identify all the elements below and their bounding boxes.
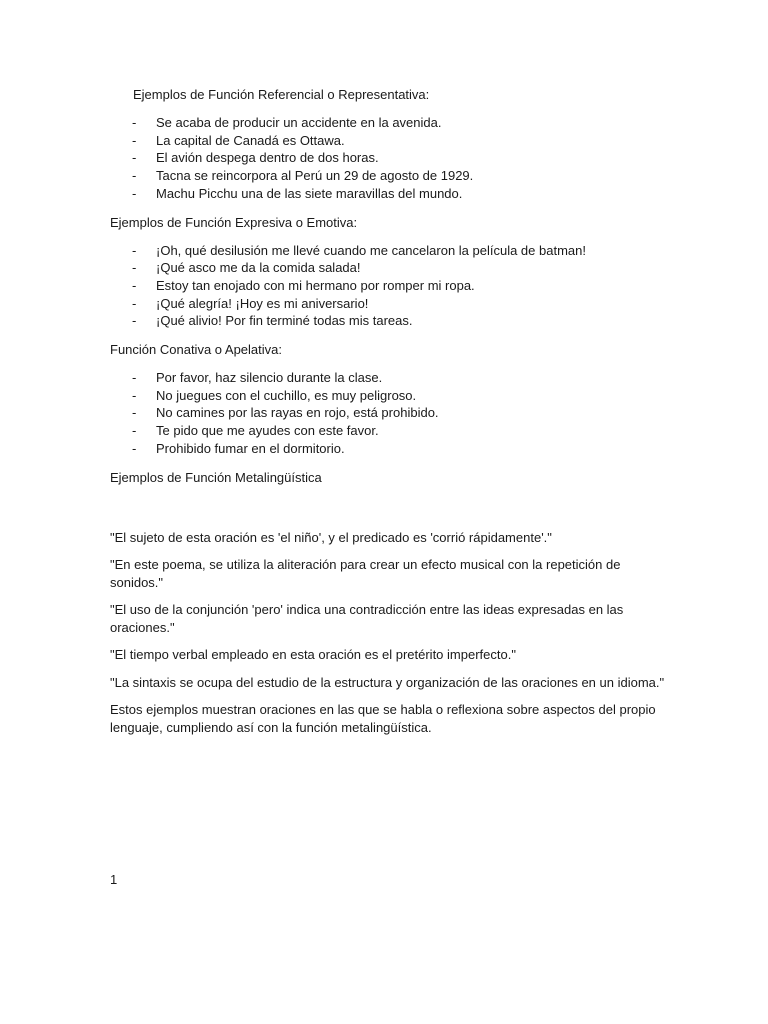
dash-bullet: - [132,295,137,311]
dash-bullet: - [132,387,137,403]
list-item [110,114,670,132]
list-item-text: No camines por las rayas en rojo, está prohibido. [156,405,439,421]
list-item [110,259,670,277]
list-item-text: ¡Qué alivio! Por fin terminé todas mis tareas. [156,313,413,329]
list-item [110,440,670,458]
example-paragraph: "El sujeto de esta oración es 'el niño', y el predicado es 'corrió rápidamente'." [110,529,552,545]
dash-bullet: - [132,313,137,329]
list-item-text: ¡Oh, qué desilusión me llevé cuando me cancelaron la película de batman! [156,242,586,258]
page-number: 1 [110,872,118,887]
dash-bullet: - [132,150,137,166]
conclusion-paragraph: Estos ejemplos muestran oraciones en las que se habla o reflexiona sobre aspectos del propio lenguaje, cumpliendo así con la función metalingüística. [110,702,656,735]
list-referencial [110,114,670,203]
list-item-text: Prohibido fumar en el dormitorio. [156,440,345,456]
example-paragraph: "El tiempo verbal empleado en esta oración es el pretérito imperfecto." [110,647,516,663]
list-item [110,422,670,440]
section-heading-expresiva: Ejemplos de Función Expresiva o Emotiva: [110,214,358,230]
example-paragraph: "El uso de la conjunción 'pero' indica una contradicción entre las ideas expresadas en las oraciones." [110,602,624,635]
dash-bullet: - [132,115,137,130]
list-item [110,404,670,422]
list-expresiva [110,242,670,331]
blank-line [110,497,670,529]
list-item [110,312,670,330]
list-item [110,185,670,203]
list-item-text: No juegues con el cuchillo, es muy peligroso. [156,387,417,403]
list-item-text: ¡Qué alegría! ¡Hoy es mi aniversario! [156,295,369,311]
list-item [110,242,670,260]
list-item [110,167,670,185]
dash-bullet: - [132,405,137,421]
list-item [110,295,670,313]
dash-bullet: - [132,132,137,148]
list-item-text: El avión despega dentro de dos horas. [156,150,379,166]
list-item-text: Estoy tan enojado con mi hermano por romper mi ropa. [156,277,475,293]
dash-bullet: - [132,423,137,439]
list-item [110,132,670,150]
list-item-text: Se acaba de producir un accidente en la avenida. [156,115,442,130]
section-heading-conativa: Función Conativa o Apelativa: [110,342,282,358]
dash-bullet: - [132,242,137,258]
list-item [110,387,670,405]
list-item-text: Machu Picchu una de las siete maravillas del mundo. [156,185,463,201]
section-heading-metalinguistica: Ejemplos de Función Metalingüística [110,469,322,485]
list-conativa [110,369,670,458]
dash-bullet: - [132,185,137,201]
example-paragraph: "La sintaxis se ocupa del estudio de la estructura y organización de las oraciones en un idioma." [110,674,665,690]
dash-bullet: - [132,260,137,276]
dash-bullet: - [132,440,137,456]
list-item-text: Por favor, haz silencio durante la clase. [156,370,383,386]
example-paragraph: "En este poema, se utiliza la aliteración para crear un efecto musical con la repetición de sonidos." [110,557,621,590]
dash-bullet: - [132,168,137,184]
list-item [110,369,670,387]
list-item-text: La capital de Canadá es Ottawa. [156,132,345,148]
document-content [110,86,670,746]
list-item [110,149,670,167]
dash-bullet: - [132,277,137,293]
section-heading-referencial: Ejemplos de Función Referencial o Representativa: [133,87,430,102]
dash-bullet: - [132,370,137,386]
list-item-text: Tacna se reincorpora al Perú un 29 de agosto de 1929. [156,168,474,184]
list-item-text: Te pido que me ayudes con este favor. [156,423,379,439]
list-item-text: ¡Qué asco me da la comida salada! [156,260,361,276]
list-item [110,277,670,295]
